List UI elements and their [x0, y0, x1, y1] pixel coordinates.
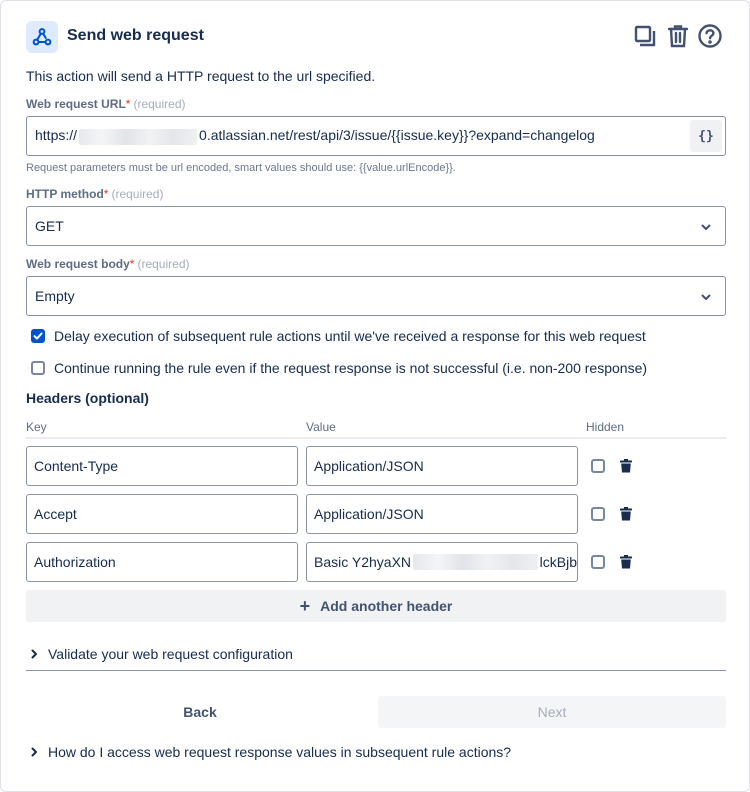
url-prefix: https:// [35, 127, 78, 144]
column-divider [26, 437, 726, 439]
method-select[interactable] [26, 206, 726, 246]
hidden-checkbox[interactable] [591, 555, 605, 569]
trash-icon[interactable] [619, 555, 633, 569]
validate-config-expander[interactable] [29, 646, 293, 662]
url-label [26, 97, 186, 111]
body-value: Empty [35, 288, 75, 304]
webhook-icon [26, 21, 58, 53]
header-value-text: Application/JSON [314, 458, 424, 474]
body-label [26, 257, 190, 271]
header-key-value: Accept [34, 506, 77, 522]
redacted-region [413, 554, 538, 570]
smart-values-button[interactable]: {} [690, 120, 722, 152]
trash-icon[interactable] [619, 507, 633, 521]
required-text: (required) [111, 187, 164, 201]
hidden-checkbox[interactable] [591, 507, 605, 521]
method-value: GET [35, 218, 64, 234]
required-marker: * [125, 97, 131, 111]
header-value-text: Basic Y2hyaXN [314, 554, 412, 570]
header-value-input[interactable] [306, 494, 578, 534]
add-header-label: Add another header [320, 598, 453, 614]
required-text: (required) [137, 257, 190, 271]
header-key-input[interactable] [26, 494, 298, 534]
header-key-input[interactable] [26, 542, 298, 582]
body-select[interactable] [26, 276, 726, 316]
next-button[interactable]: Next [378, 696, 726, 728]
header-key-value: Authorization [34, 554, 116, 570]
header-value-input[interactable] [306, 542, 578, 582]
response-values-help-label: How do I access web request response values in subsequent rule actions? [48, 744, 512, 760]
response-values-help-expander[interactable] [29, 744, 511, 760]
chevron-down-icon [699, 290, 713, 304]
delay-execution-option[interactable] [31, 328, 646, 344]
column-key: Key [26, 420, 47, 434]
url-input[interactable] [26, 116, 726, 156]
continue-running-label: Continue running the rule even if the request response is not successful (i.e. non-200 response) [54, 360, 648, 376]
body-label-text: Web request body [26, 257, 130, 271]
header-key-input[interactable] [26, 446, 298, 486]
section-divider [26, 670, 726, 671]
chevron-down-icon [699, 220, 713, 234]
continue-running-option[interactable] [31, 360, 647, 376]
chevron-right-icon [29, 649, 39, 659]
plus-icon: + [299, 596, 311, 616]
required-marker: * [103, 187, 109, 201]
delay-execution-checkbox[interactable] [31, 329, 45, 343]
url-suffix: 0.atlassian.net/rest/api/3/issue/{{issue.key}}?expand=changelog [199, 127, 595, 144]
help-icon [697, 23, 723, 49]
method-label-text: HTTP method [26, 187, 104, 201]
hidden-checkbox[interactable] [591, 459, 605, 473]
duplicate-button[interactable] [631, 22, 659, 50]
checkmark-icon [33, 331, 43, 341]
column-hidden: Hidden [586, 420, 625, 434]
action-description: This action will send a HTTP request to the url specified. [26, 68, 376, 84]
method-label [26, 187, 163, 201]
header-value-text: Application/JSON [314, 506, 424, 522]
header-value-input[interactable] [306, 446, 578, 486]
header-key-value: Content-Type [34, 458, 119, 474]
copy-icon [633, 24, 657, 48]
column-value: Value [306, 420, 336, 434]
trash-icon [667, 24, 689, 48]
page-title: Send web request [67, 27, 204, 44]
redacted-region [79, 129, 197, 145]
url-helper-text: Request parameters must be url encoded, smart values should use: {{value.urlEncode}}. [26, 162, 456, 174]
chevron-right-icon [29, 747, 39, 757]
url-label-text: Web request URL [26, 97, 126, 111]
required-marker: * [129, 257, 135, 271]
back-button[interactable]: Back [183, 704, 217, 720]
required-text: (required) [133, 97, 186, 111]
delete-action-button[interactable] [664, 22, 692, 50]
trash-icon[interactable] [619, 459, 633, 473]
delay-execution-label: Delay execution of subsequent rule actions until we've received a response for this web request [54, 328, 646, 344]
add-header-button[interactable] [26, 590, 726, 622]
header-value-suffix: lckBjb [539, 554, 577, 570]
help-button[interactable] [696, 22, 724, 50]
url-value [35, 127, 595, 144]
validate-config-label: Validate your web request configuration [48, 646, 293, 662]
headers-title: Headers (optional) [26, 390, 149, 406]
continue-running-checkbox[interactable] [31, 361, 45, 375]
